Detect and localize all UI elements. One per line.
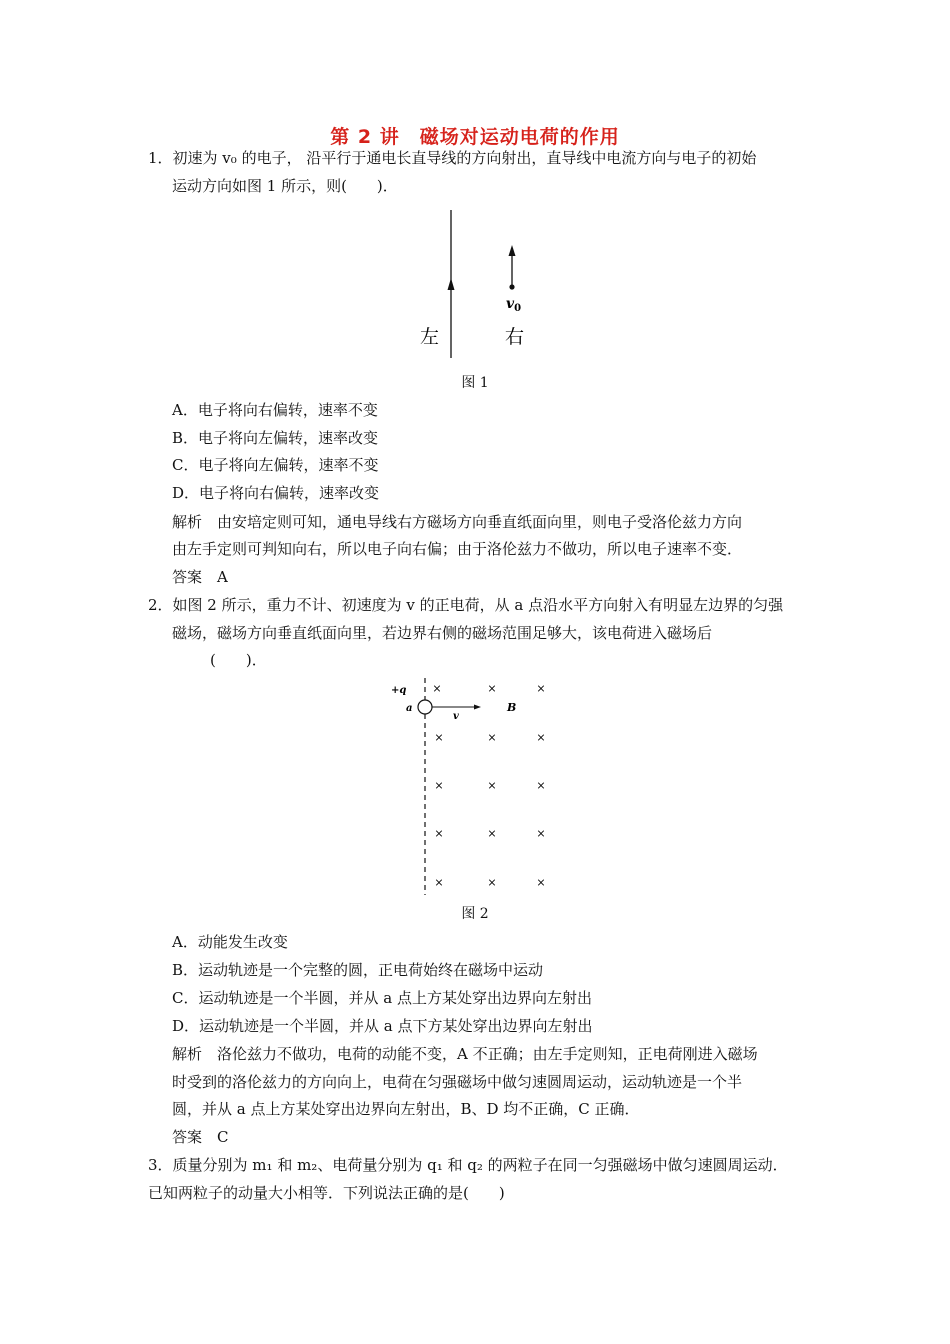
- field-cross-icon: ×: [487, 682, 497, 695]
- q2-option-d: D．运动轨迹是一个半圆，并从 a 点下方某处穿出边界向左射出: [172, 1017, 593, 1035]
- q2-answer: 答案 C: [172, 1128, 229, 1146]
- point-a-label: a: [406, 703, 413, 714]
- field-cross-icon: ×: [487, 876, 497, 889]
- q2-analysis-line-2: 时受到的洛伦兹力的方向向上，电荷在匀强磁场中做匀速圆周运动，运动轨迹是一个半: [172, 1073, 743, 1091]
- field-cross-icon: ×: [434, 876, 444, 889]
- right-label: 右: [505, 326, 525, 348]
- field-cross-icon: ×: [434, 827, 444, 840]
- figure-1: [400, 200, 560, 370]
- q1-option-b: B．电子将向左偏转，速率改变: [172, 429, 379, 447]
- field-b-label: B: [507, 701, 517, 714]
- q1-option-a: A．电子将向右偏转，速率不变: [172, 401, 378, 419]
- left-label: 左: [420, 326, 440, 348]
- figure-2: [390, 675, 570, 900]
- q1-answer: 答案 A: [172, 568, 228, 586]
- field-cross-icon: ×: [432, 682, 442, 695]
- field-cross-icon: ×: [536, 731, 546, 744]
- field-cross-icon: ×: [434, 731, 444, 744]
- q2-option-b: B．运动轨迹是一个完整的圆，正电荷始终在磁场中运动: [172, 961, 544, 979]
- field-cross-icon: ×: [536, 682, 546, 695]
- figure-2-caption: 图 2: [461, 906, 489, 922]
- q2-analysis-line-3: 圆，并从 a 点上方某处穿出边界向左射出，B、D 均不正确，C 正确．: [172, 1100, 640, 1118]
- q2-stem-line-3: ( )．: [210, 651, 267, 669]
- q2-option-c: C．运动轨迹是一个半圆，并从 a 点上方某处穿出边界向左射出: [172, 989, 592, 1007]
- velocity-arrow-icon: [474, 705, 481, 710]
- q2-stem-line-1: 2．如图 2 所示，重力不计、初速度为 v 的正电荷，从 a 点沿水平方向射入有明显左边界的匀强: [148, 596, 784, 614]
- page-title: 第 2 讲 磁场对运动电荷的作用: [330, 126, 620, 148]
- velocity-arrow-icon: [509, 245, 516, 256]
- field-cross-icon: ×: [487, 731, 497, 744]
- electron-dot: [509, 284, 514, 289]
- q2-option-a: A．动能发生改变: [172, 933, 288, 951]
- q1-stem-line-2: 运动方向如图 1 所示，则( )．: [172, 177, 398, 195]
- field-cross-icon: ×: [487, 779, 497, 792]
- charge-circle: [418, 700, 432, 714]
- charge-label: +q: [391, 685, 407, 696]
- current-arrow-icon: [448, 278, 455, 290]
- q1-stem-line-1: 1．初速为 v₀ 的电子， 沿平行于通电长直导线的方向射出，直导线中电流方向与电子的初始: [148, 149, 757, 167]
- velocity-label: v: [453, 711, 459, 722]
- figure-1-caption: 图 1: [461, 375, 489, 391]
- q2-analysis-line-1: 解析 洛伦兹力不做功，电荷的动能不变，A 不正确；由左手定则知，正电荷刚进入磁场: [172, 1045, 758, 1063]
- field-cross-icon: ×: [434, 779, 444, 792]
- q2-stem-line-2: 磁场，磁场方向垂直纸面向里，若边界右侧的磁场范围足够大，该电荷进入磁场后: [172, 624, 713, 642]
- q3-stem-line-2: 已知两粒子的动量大小相等．下列说法正确的是( ): [148, 1184, 505, 1202]
- field-cross-icon: ×: [487, 827, 497, 840]
- field-cross-icon: ×: [536, 827, 546, 840]
- field-cross-icon: ×: [536, 876, 546, 889]
- field-cross-icon: ×: [536, 779, 546, 792]
- q3-stem-line-1: 3．质量分别为 m₁ 和 m₂、电荷量分别为 q₁ 和 q₂ 的两粒子在同一匀强磁场中做匀速圆周运动．: [148, 1156, 788, 1174]
- q1-option-c: C．电子将向左偏转，速率不变: [172, 456, 379, 474]
- q1-analysis-line-1: 解析 由安培定则可知，通电导线右方磁场方向垂直纸面向里，则电子受洛伦兹力方向: [172, 513, 743, 531]
- v0-label: $v_0$: [506, 296, 522, 314]
- q1-option-d: D．电子将向右偏转，速率改变: [172, 484, 380, 502]
- q1-analysis-line-2: 由左手定则可判知向右，所以电子向右偏；由于洛伦兹力不做功，所以电子速率不变．: [172, 540, 743, 558]
